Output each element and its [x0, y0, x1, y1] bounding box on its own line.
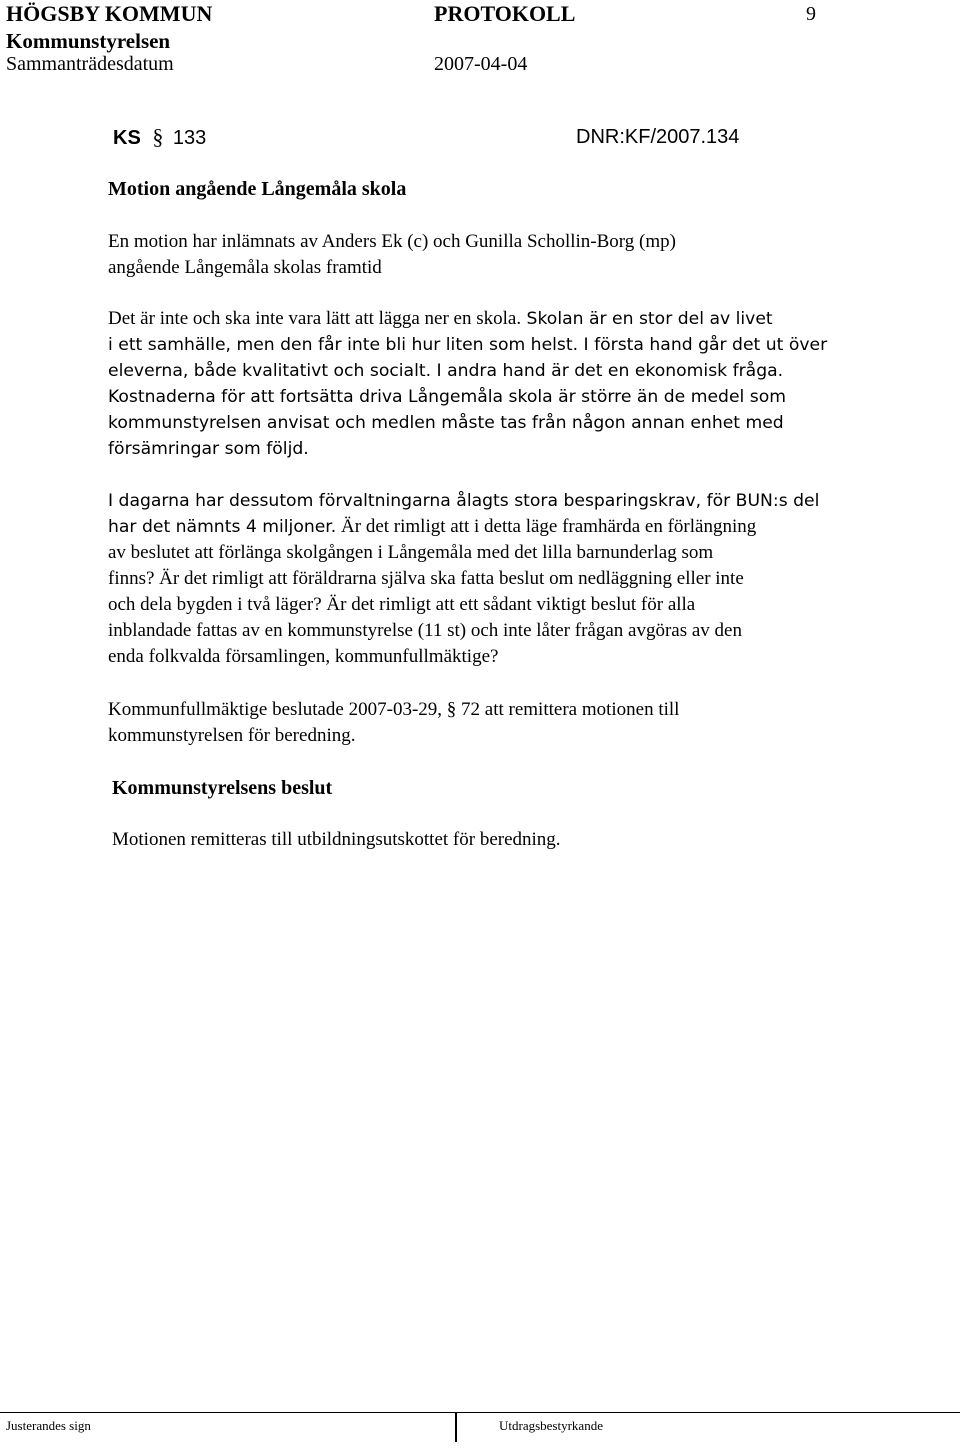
intro-paragraph	[108, 229, 868, 281]
body-text: Skolan är en stor del av livet	[521, 309, 773, 329]
body-line: och dela bygden i två läger? Är det rimligt att ett sådant viktigt beslut för alla	[108, 594, 696, 615]
body-line: av beslutet att förlänga skolgången i Långemåla med det lilla barnunderlag som	[108, 542, 714, 563]
body-line	[108, 514, 868, 540]
certification-label: Utdragsbestyrkande	[499, 1418, 603, 1433]
body-paragraph-1	[108, 306, 868, 462]
kf-decision-line: kommunstyrelsen för beredning.	[108, 725, 356, 746]
motion-title: Motion angående Långemåla skola	[108, 178, 407, 200]
body-paragraph-2	[108, 488, 868, 670]
signature-label: Justerandes sign	[6, 1418, 91, 1433]
body-line	[108, 306, 868, 332]
case-number: 133	[172, 127, 207, 149]
body-text: Det är inte och ska inte vara lätt att lägga ner en skola.	[108, 308, 522, 329]
committee-name: Kommunstyrelsen	[6, 29, 171, 53]
page-number: 9	[806, 3, 816, 25]
body-line: kommunstyrelsen anvisat och medlen måste tas från någon annan enhet med	[108, 413, 784, 433]
meeting-date-label: Sammanträdesdatum	[6, 53, 174, 75]
paragraph-sign: §	[152, 124, 164, 149]
body-line: eleverna, både kvalitativt och socialt. I andra hand är det en ekonomisk fråga.	[108, 361, 784, 381]
municipality-name: HÖGSBY KOMMUN	[6, 1, 213, 26]
body-text: Är det rimligt att i detta läge framhärda en förlängning	[336, 516, 757, 537]
kf-decision-paragraph	[108, 697, 868, 749]
body-line: enda folkvalda församlingen, kommunfullmäktige?	[108, 646, 499, 667]
intro-line: angående Långemåla skolas framtid	[108, 257, 382, 278]
footer-divider	[0, 1412, 960, 1413]
body-line: i ett samhälle, men den får inte bli hur liten som helst. I första hand går det ut över	[108, 335, 828, 355]
body-line: finns? Är det rimligt att föräldrarna själva ska fatta beslut om nedläggning eller inte	[108, 568, 744, 589]
case-reference	[113, 125, 206, 150]
body-line: försämringar som följd.	[108, 439, 309, 459]
decision-text: Motionen remitteras till utbildningsutskottet för beredning.	[112, 829, 561, 850]
document-type: PROTOKOLL	[434, 1, 576, 26]
body-text: har det nämnts 4 miljoner.	[108, 517, 337, 537]
body-line: Kostnaderna för att fortsätta driva Långemåla skola är större än de medel som	[108, 387, 786, 407]
case-ks-label: KS	[113, 127, 141, 149]
kf-decision-line: Kommunfullmäktige beslutade 2007-03-29, § 72 att remittera motionen till	[108, 699, 680, 720]
body-line: inblandade fattas av en kommunstyrelse (11 st) och inte låter frågan avgöras av den	[108, 620, 742, 641]
footer-column-separator	[455, 1412, 457, 1442]
intro-line: En motion har inlämnats av Anders Ek (c) och Gunilla Schollin-Borg (mp)	[108, 231, 676, 252]
dnr-number: DNR:KF/2007.134	[576, 126, 740, 148]
meeting-date: 2007-04-04	[434, 53, 528, 75]
body-line: I dagarna har dessutom förvaltningarna ålagts stora besparingskrav, för BUN:s del	[108, 491, 820, 511]
decision-heading: Kommunstyrelsens beslut	[112, 777, 333, 799]
